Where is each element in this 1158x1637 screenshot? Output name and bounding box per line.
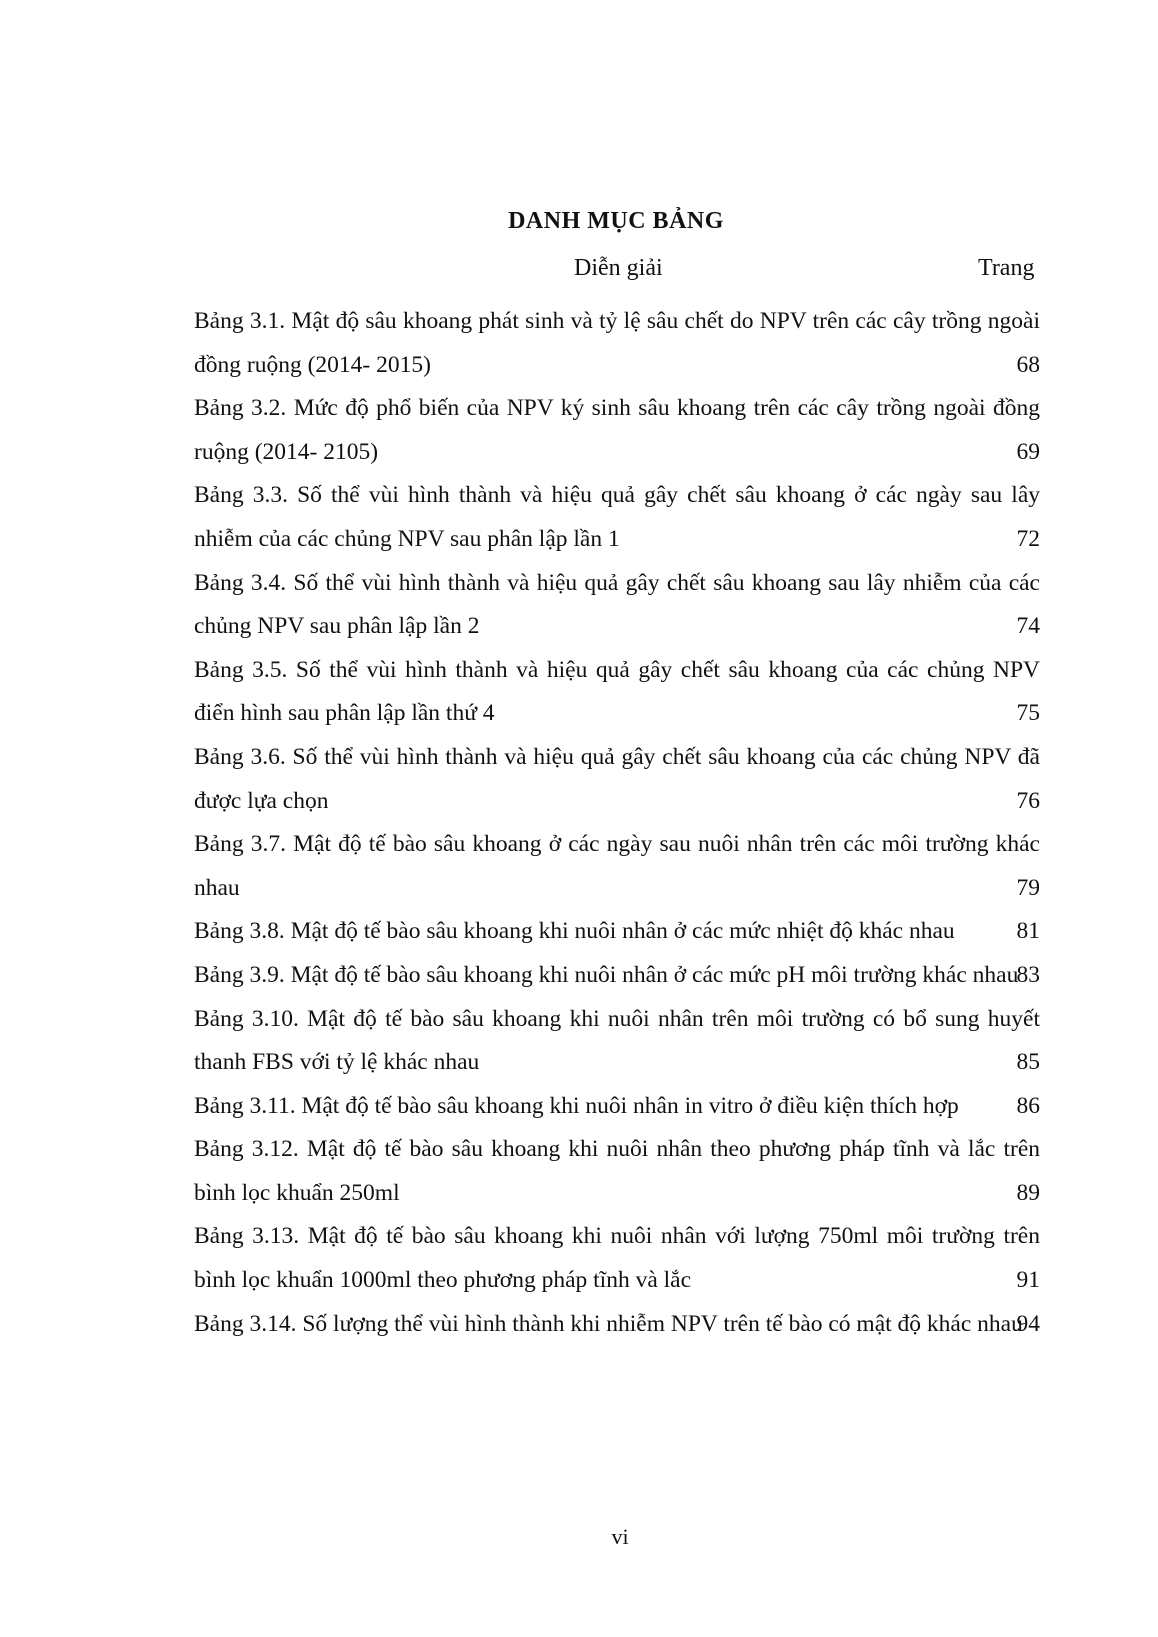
entry-page-number: 79: [1016, 874, 1040, 901]
entry-text: Bảng 3.8. Mật độ tế bào sâu khoang khi nuôi nhân ở các mức nhiệt độ khác nhau: [194, 918, 955, 945]
list-item[interactable]: [194, 998, 1040, 1085]
list-item[interactable]: [194, 823, 1040, 910]
entry-page-number: 81: [1016, 918, 1040, 945]
entry-page-number: 91: [1016, 1267, 1040, 1294]
entry-text: Bảng 3.2. Mức độ phổ biến của NPV ký sinh sâu khoang trên các cây trồng ngoài đồng ruộng (2014- 2105): [194, 395, 1040, 465]
list-item[interactable]: [194, 1128, 1040, 1215]
list-item[interactable]: [194, 910, 1040, 954]
entry-text: Bảng 3.12. Mật độ tế bào sâu khoang khi nuôi nhân theo phương pháp tĩnh và lắc trên bình lọc khuẩn 250ml: [194, 1136, 1040, 1206]
entry-page-number: 72: [1016, 525, 1040, 552]
entry-page-number: 89: [1016, 1179, 1040, 1206]
list-item[interactable]: [194, 954, 1040, 998]
entry-page-number: 83: [1016, 961, 1040, 988]
entry-page-number: 86: [1016, 1092, 1040, 1119]
entry-text: Bảng 3.13. Mật độ tế bào sâu khoang khi nuôi nhân với lượng 750ml môi trường trên bình lọc khuẩn 1000ml theo phương pháp tĩnh và lắc: [194, 1223, 1040, 1294]
entry-text: Bảng 3.1. Mật độ sâu khoang phát sinh và tỷ lệ sâu chết do NPV trên các cây trồng ngoài đồng ruộng (2014- 2015): [194, 308, 1040, 378]
entry-page-number: 69: [1016, 438, 1040, 465]
list-item[interactable]: [194, 387, 1040, 474]
list-item[interactable]: [194, 562, 1040, 649]
table-list: [194, 300, 1040, 1346]
list-item[interactable]: [194, 1215, 1040, 1302]
list-item[interactable]: [194, 300, 1040, 387]
entry-text: Bảng 3.3. Số thể vùi hình thành và hiệu quả gây chết sâu khoang ở các ngày sau lây nhiễm của các chủng NPV sau phân lập lần 1: [194, 482, 1040, 552]
entry-text: Bảng 3.14. Số lượng thể vùi hình thành khi nhiễm NPV trên tế bào có mật độ khác nhau: [194, 1310, 1023, 1337]
entry-page-number: 76: [1016, 787, 1040, 814]
list-item[interactable]: [194, 649, 1040, 736]
entry-text: Bảng 3.9. Mật độ tế bào sâu khoang khi nuôi nhân ở các mức pH môi trường khác nhau: [194, 961, 1019, 988]
list-item[interactable]: [194, 1085, 1040, 1129]
entry-page-number: 74: [1016, 613, 1040, 640]
entry-page-number: 68: [1016, 351, 1040, 378]
entry-text: Bảng 3.6. Số thể vùi hình thành và hiệu quả gây chết sâu khoang của các chủng NPV đã được lựa chọn: [194, 743, 1040, 814]
list-item[interactable]: [194, 1303, 1040, 1347]
column-header-description: Diễn giải: [574, 255, 663, 281]
page-number-footer: vi: [611, 1524, 629, 1549]
entry-page-number: 85: [1016, 1049, 1040, 1076]
entry-text: Bảng 3.11. Mật độ tế bào sâu khoang khi nuôi nhân in vitro ở điều kiện thích hợp: [194, 1092, 959, 1119]
entry-page-number: 75: [1016, 700, 1040, 727]
entry-text: Bảng 3.5. Số thể vùi hình thành và hiệu quả gây chết sâu khoang của các chủng NPV điển hình sau phân lập lần thứ 4: [194, 656, 1040, 727]
column-header-page: Trang: [978, 255, 1035, 281]
entry-text: Bảng 3.4. Số thể vùi hình thành và hiệu quả gây chết sâu khoang sau lây nhiễm của các chủng NPV sau phân lập lần 2: [194, 569, 1040, 640]
list-item[interactable]: [194, 736, 1040, 823]
list-item[interactable]: [194, 474, 1040, 561]
entry-text: Bảng 3.10. Mật độ tế bào sâu khoang khi nuôi nhân trên môi trường có bổ sung huyết thanh FBS với tỷ lệ khác nhau: [194, 1005, 1040, 1076]
entry-text: Bảng 3.7. Mật độ tế bào sâu khoang ở các ngày sau nuôi nhân trên các môi trường khác nhau: [194, 831, 1040, 901]
page-title: DANH MỤC BẢNG: [508, 208, 724, 234]
entry-page-number: 94: [1016, 1310, 1040, 1337]
